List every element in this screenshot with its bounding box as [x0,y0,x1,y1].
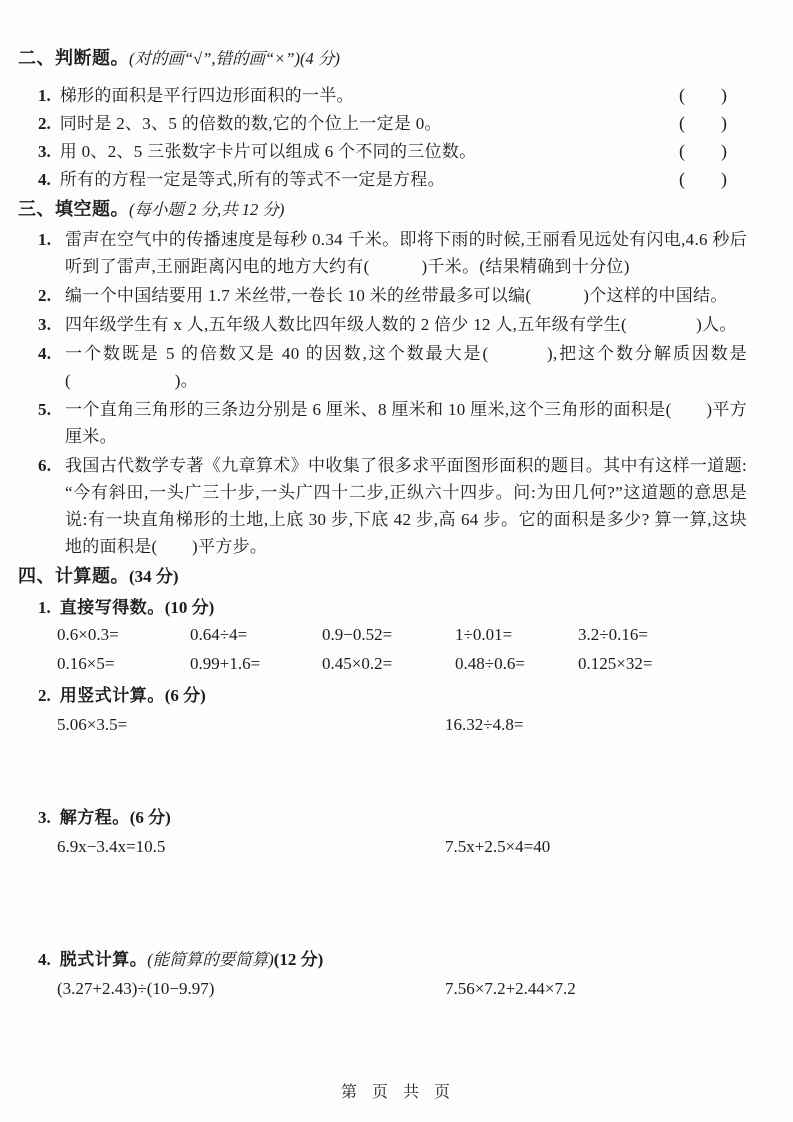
subsection-title: 用竖式计算。 [59,686,165,705]
section-calc-title: 四、计算题。 [18,566,129,586]
subsection-title: 直接写得数。 [59,598,165,617]
judgment-item [38,81,747,109]
fill-blank-item [38,396,747,450]
subsection-quick-calc-heading [38,595,747,620]
item-number: 5. [38,400,52,419]
item-text: 我国古代数学专著《九章算术》中收集了很多求平面图形面积的题目。其中有这样一道题:“今有斜田,一头广三十步,一头广四十二步,正纵六十四步。问:为田几何?”这道题的意思是说:有一块直角梯形的土地,上底 30 步,下底 42 步,高 64 步。它的面积是多少? 算一算,这块地的面积是( )平方步。 [65,456,747,556]
item-number: 3. [38,142,51,161]
item-text: 一个数既是 5 的倍数又是 40 的因数,这个数最大是( ),把这个数分解质因数是( )。 [65,344,747,390]
item-text: 一个直角三角形的三条边分别是 6 厘米、8 厘米和 10 厘米,这个三角形的面积是( )平方厘米。 [65,400,747,446]
item-number: 3. [38,315,52,334]
subsection-number: 3. [38,808,51,827]
section-judgment [18,46,747,193]
quick-calc-row [57,649,747,678]
item-number: 6. [38,456,52,475]
expression: 1÷0.01= [455,625,513,644]
fill-blank-item [38,311,747,338]
expression: 0.45×0.2= [322,654,393,673]
subsection-score: (10 分) [164,598,215,617]
subsection-solve-equation-heading [38,805,747,830]
expression: 0.99+1.6= [190,654,261,673]
section-judgment-title: 二、判断题。 [18,48,129,68]
expression: 0.64÷4= [190,625,248,644]
expression: 0.6×0.3= [57,625,119,644]
judgment-item [38,165,747,193]
fill-blank-item [38,226,747,280]
item-number: 1. [38,230,52,249]
answer-parentheses: ( ) [679,113,727,133]
item-text: 用 0、2、5 三张数字卡片可以组成 6 个不同的三位数。 [59,142,477,161]
subsection-note: (能简算的要简算) [147,950,274,969]
subsection-number: 1. [38,598,51,617]
judgment-item [38,109,747,137]
section-judgment-hint: (对的画“√”,错的画“×”)(4 分) [129,49,340,68]
item-number: 1. [38,86,51,105]
item-text: 雷声在空气中的传播速度是每秒 0.34 千米。即将下雨的时候,王丽看见远处有闪电,4.6 秒后听到了雷声,王丽距离闪电的地方大约有( )千米。(结果精确到十分位) [65,230,747,276]
item-number: 4. [38,170,51,189]
expression: 3.2÷0.16= [578,625,648,644]
fill-blank-item [38,452,747,560]
expression-left: 5.06×3.5= [57,715,128,734]
expression: 0.125×32= [578,654,653,673]
fill-blank-item [38,340,747,394]
column-calc-row [57,711,747,739]
expression-left: (3.27+2.43)÷(10−9.97) [57,979,215,998]
expression-right: 7.56×7.2+2.44×7.2 [445,979,576,998]
subsection-step-calc-heading [38,947,747,972]
item-number: 4. [38,344,52,363]
subsection-number: 4. [38,950,51,969]
item-number: 2. [38,286,52,305]
item-text: 梯形的面积是平行四边形面积的一半。 [59,86,354,105]
subsection-score: (6 分) [129,808,171,827]
step-calc-row [57,975,747,1003]
expression-left: 6.9x−3.4x=10.5 [57,837,166,856]
answer-parentheses: ( ) [679,169,727,189]
subsection-number: 2. [38,686,51,705]
section-fill-title: 三、填空题。 [18,199,129,219]
fill-blank-list [18,226,747,560]
expression-right: 7.5x+2.5×4=40 [445,837,551,856]
quick-calc-row [57,620,747,649]
solve-equation-row [57,833,747,861]
section-fill-hint: (每小题 2 分,共 12 分) [129,200,285,219]
page-footer: 第 页 共 页 [340,1084,452,1101]
section-fill-heading [18,197,747,222]
section-calc-heading [18,564,747,589]
section-calc-hint: (34 分) [129,567,179,586]
subsection-column-calc-heading [38,683,747,708]
item-text: 同时是 2、3、5 的倍数的数,它的个位上一定是 0。 [59,114,442,133]
subsection-title: 脱式计算。 [59,950,148,969]
expression: 0.48÷0.6= [455,654,525,673]
section-calculation [18,564,747,1003]
expression: 0.16×5= [57,654,115,673]
item-number: 2. [38,114,51,133]
judgment-list [18,81,747,193]
expression: 0.9−0.52= [322,625,393,644]
subsection-score: (12 分) [273,950,324,969]
subsection-title: 解方程。 [59,808,130,827]
answer-parentheses: ( ) [679,141,727,161]
judgment-item [38,137,747,165]
item-text: 四年级学生有 x 人,五年级人数比四年级人数的 2 倍少 12 人,五年级有学生( )人。 [65,315,737,334]
item-text: 所有的方程一定是等式,所有的等式不一定是方程。 [59,170,445,189]
fill-blank-item [38,282,747,309]
expression-right: 16.32÷4.8= [445,715,524,734]
answer-parentheses: ( ) [679,85,727,105]
item-text: 编一个中国结要用 1.7 米丝带,一卷长 10 米的丝带最多可以编( )个这样的中国结。 [65,286,728,305]
section-judgment-heading [18,46,747,71]
section-fill-blank [18,197,747,560]
subsection-score: (6 分) [164,686,206,705]
